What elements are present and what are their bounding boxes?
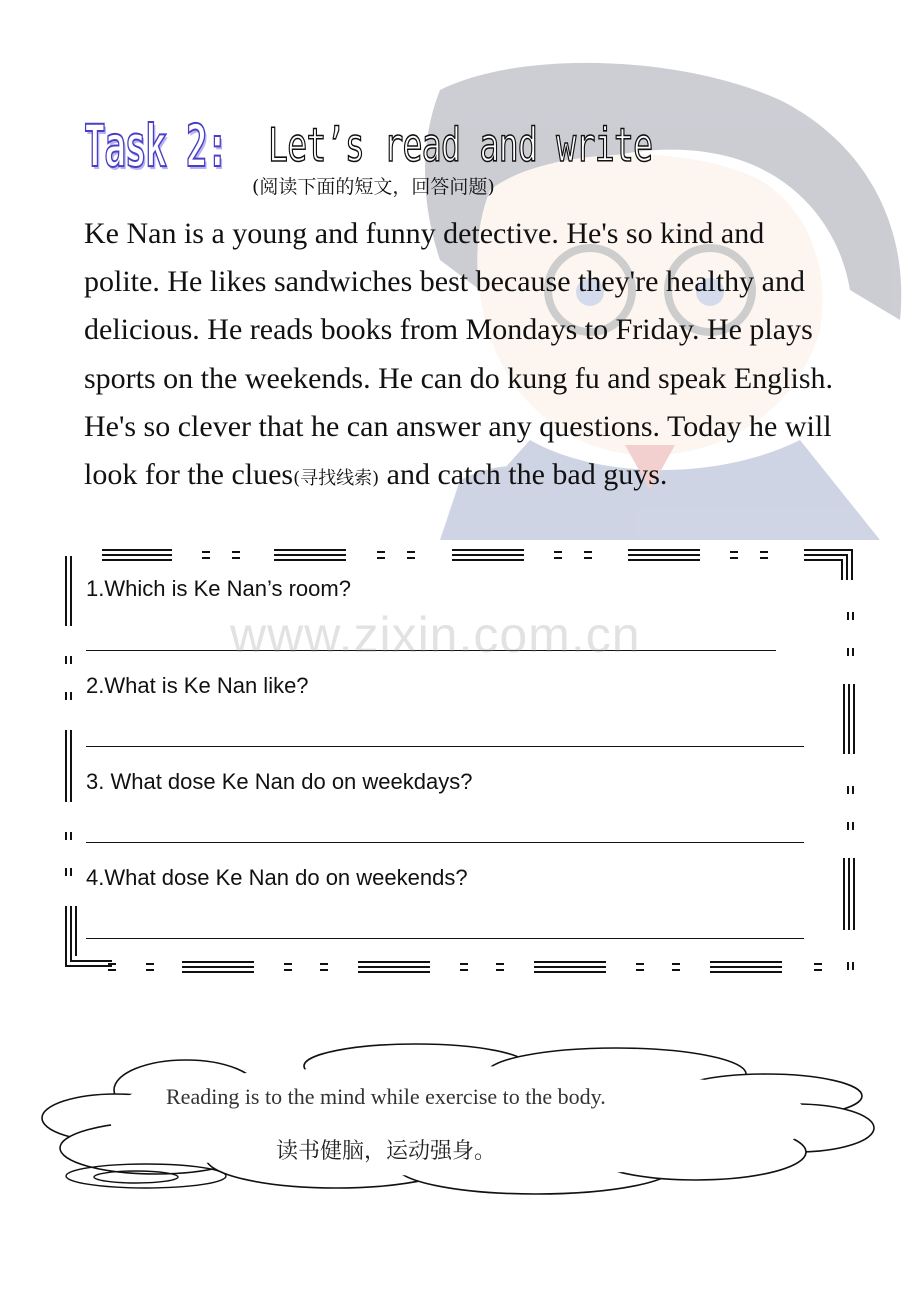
- title-subtitle: (阅读下面的短文，回答问题): [252, 176, 495, 198]
- passage-hint: (寻找线索): [293, 468, 380, 490]
- reading-passage: [84, 210, 844, 503]
- question-3: 3. What dose Ke Nan do on weekdays?: [86, 769, 473, 794]
- answer-line-4[interactable]: [86, 938, 804, 939]
- answer-line-3[interactable]: [86, 842, 804, 843]
- question-4: 4.What dose Ke Nan do on weekends?: [86, 865, 468, 890]
- task-title: [84, 112, 653, 180]
- passage-text: Ke Nan is a young and funny detective. He's so kind and polite. He likes sandwiches best because they're healthy and delicious. He reads books from Mondays to Friday. He plays sports on the weekends. He can do kung fu and speak English. He's so clever that he can answer any questions. Today he will look for the clues: [84, 217, 834, 492]
- motto-english: Reading is to the mind while exercise to the body.: [166, 1084, 606, 1109]
- watermark: www.zixin.com.cn: [230, 607, 641, 663]
- question-1: 1.Which is Ke Nan’s room?: [86, 576, 351, 601]
- answer-line-2[interactable]: [86, 746, 804, 747]
- question-2: 2.What is Ke Nan like?: [86, 673, 309, 698]
- title-task-label: Task 2:: [84, 112, 227, 180]
- motto-chinese: 读书健脑，运动强身。: [276, 1139, 497, 1164]
- title-main-text: Let’s read and write: [268, 118, 653, 172]
- passage-text-end: and catch the bad guys.: [386, 458, 668, 492]
- motto-cloud: [36, 1040, 886, 1210]
